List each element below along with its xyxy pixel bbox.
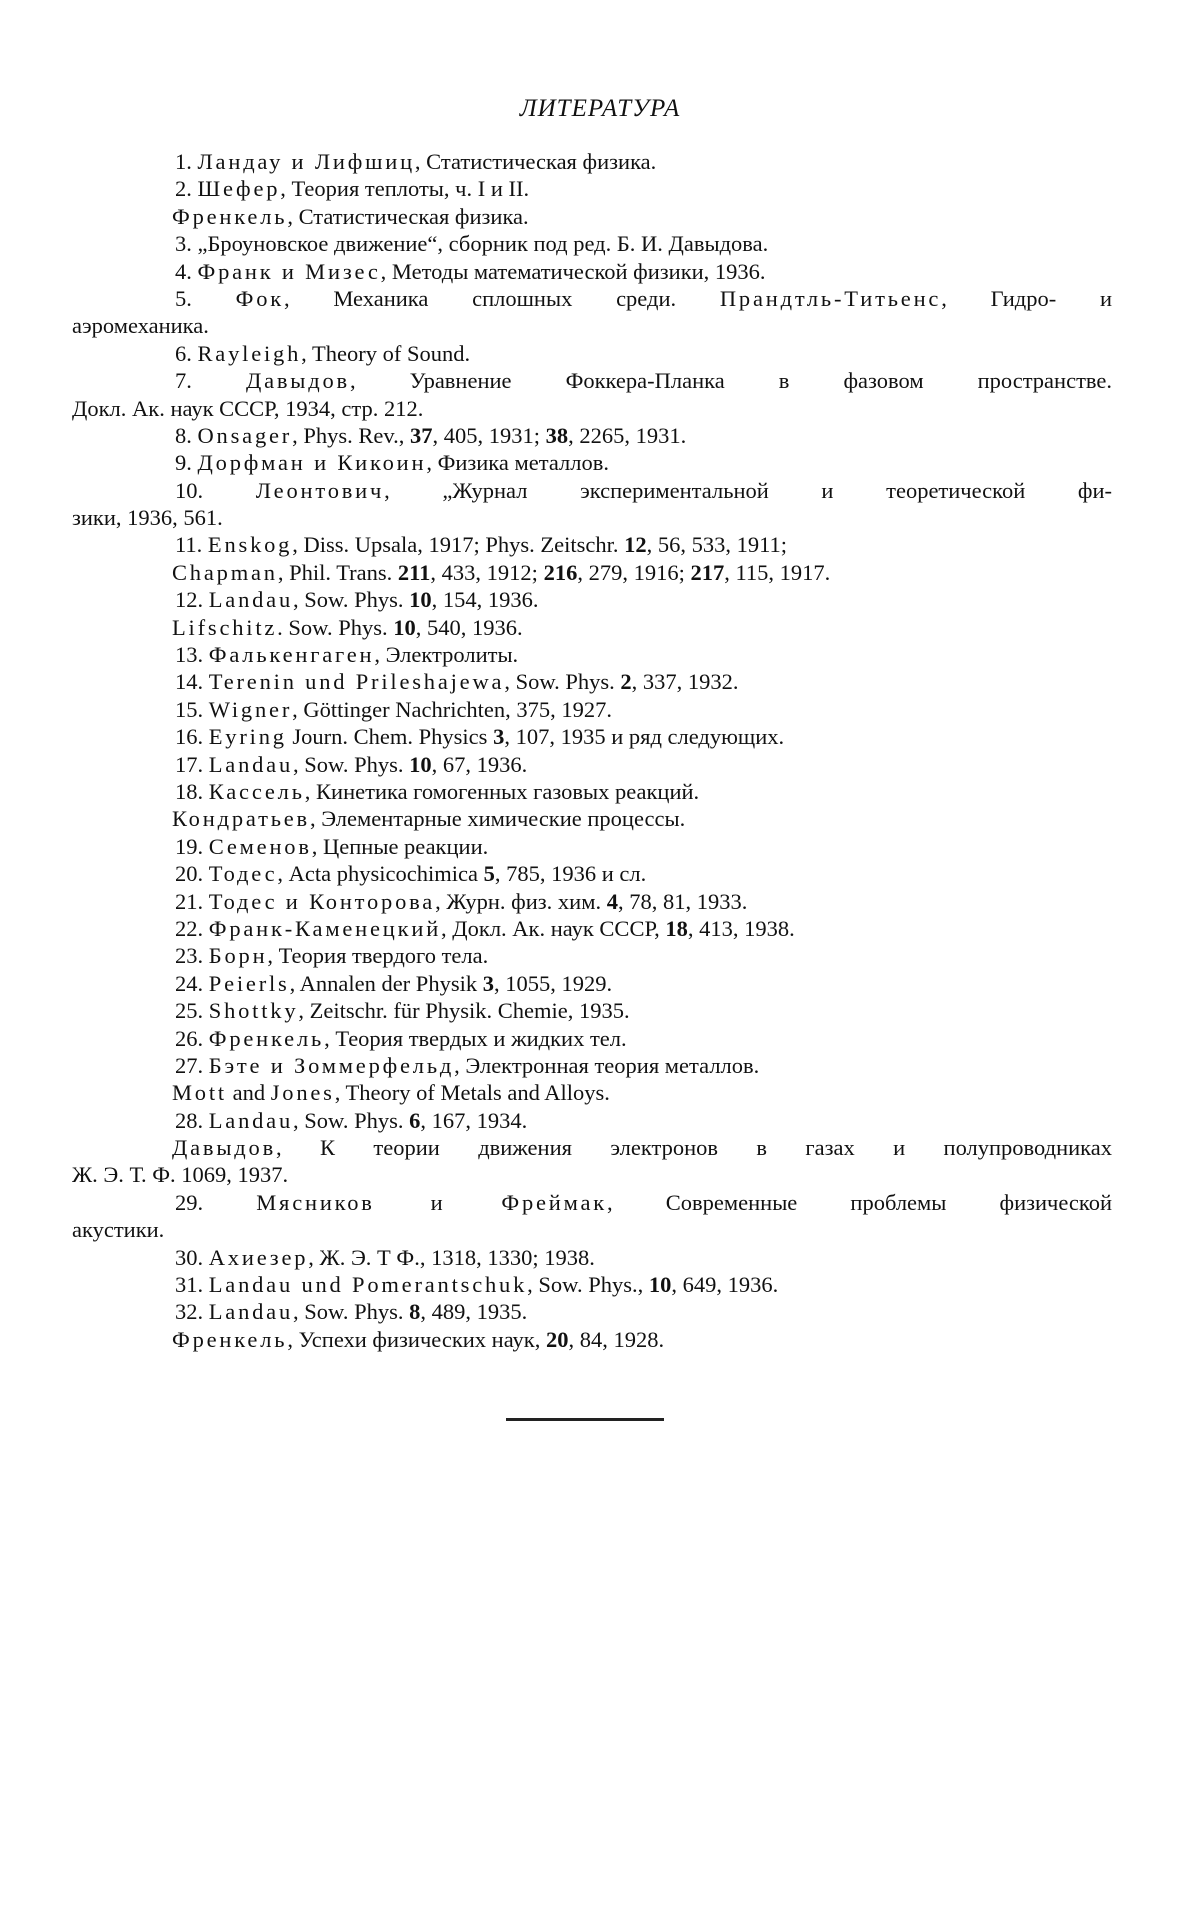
reference-line (72, 340, 1112, 367)
reference-text: , Статистическая физика. (414, 149, 657, 174)
volume-number: 10 (409, 587, 432, 613)
reference-text: , Гидро- и (941, 285, 1112, 311)
volume-number: 12 (624, 532, 647, 558)
reference-line (72, 230, 1112, 257)
author-name: Франк и Мизес (197, 258, 381, 284)
author-name: Бэте и Зоммерфельд (208, 1052, 455, 1078)
reference-line (72, 1271, 1112, 1298)
author-name: Тодес и Конторова (208, 888, 436, 914)
reference-line (72, 1161, 1112, 1188)
reference-text: , Теория теплоты, ч. I и II. (280, 176, 530, 202)
author-name: Landau (208, 1107, 294, 1133)
volume-number: 211 (397, 559, 431, 585)
reference-text: 6. (175, 340, 198, 366)
reference-text: , Ж. Э. Т Ф., 1318, 1330; 1938. (308, 1244, 595, 1270)
reference-text: 20. (175, 861, 209, 887)
reference-line (72, 449, 1112, 476)
author-name: Mott (172, 1080, 227, 1106)
author-name: Семенов (208, 833, 312, 859)
reference-text: , 1055, 1929. (493, 970, 613, 996)
reference-line (72, 1025, 1112, 1052)
reference-text: , Sow. Phys. (293, 587, 410, 613)
reference-text: 4. (175, 258, 198, 284)
volume-number: 5 (483, 861, 495, 887)
author-name: Кассель (208, 778, 305, 804)
volume-number: 216 (543, 559, 578, 585)
reference-text: 24. (175, 970, 209, 996)
reference-line (72, 258, 1112, 285)
volume-number: 4 (606, 888, 618, 914)
volume-number: 2 (620, 669, 632, 695)
reference-line (72, 1244, 1112, 1271)
reference-line (72, 1298, 1112, 1325)
reference-text: 32. (175, 1299, 209, 1325)
reference-line (72, 970, 1112, 997)
reference-text: , 115, 1917. (724, 559, 831, 585)
reference-text: , 154, 1936. (431, 587, 539, 613)
reference-text: 26. (175, 1025, 209, 1051)
reference-list (72, 148, 1112, 1353)
author-name: Борн (208, 943, 268, 969)
reference-line (72, 997, 1112, 1024)
author-name: Дорфман и Кикоин (197, 450, 427, 476)
reference-text: , Theory of Metals and Alloys. (334, 1080, 610, 1106)
reference-text: , „Журнал экспериментальной и теоретической фи- (384, 477, 1112, 503)
reference-line (72, 614, 1112, 641)
reference-text: , Теория твердых и жидких тел. (324, 1025, 627, 1051)
author-name: Jones (270, 1080, 335, 1106)
reference-text: 2. (175, 176, 198, 202)
reference-line (72, 668, 1112, 695)
reference-text: , Методы математической физики, 1936. (380, 258, 766, 284)
reference-text: , Журн. физ. хим. (435, 888, 607, 914)
reference-text: Докл. Ак. наук СССР, 1934, стр. 212. (72, 395, 424, 421)
author-name: Френкель (208, 1025, 325, 1051)
reference-text: , Phys. Rev., (292, 422, 411, 448)
reference-text: 18. (175, 778, 209, 804)
reference-line (72, 477, 1112, 504)
author-name: Rayleigh (197, 340, 302, 366)
reference-line (72, 1079, 1112, 1106)
reference-text: 9. (175, 450, 198, 476)
page-title: ЛИТЕРАТУРА (519, 95, 681, 122)
reference-text: Journ. Chem. Physics (286, 724, 494, 750)
author-name: Landau (208, 1299, 294, 1325)
reference-text: 25. (175, 998, 209, 1024)
reference-text: , Успехи физических наук, (287, 1326, 546, 1352)
reference-text: , Статистическая физика. (287, 203, 529, 229)
author-name: Peierls (208, 970, 290, 996)
author-name: Френкель (172, 1326, 288, 1352)
volume-number: 20 (546, 1326, 569, 1352)
reference-line (72, 778, 1112, 805)
reference-text: , Современные проблемы физической (607, 1189, 1112, 1215)
reference-text: 23. (175, 943, 209, 969)
reference-line (72, 586, 1112, 613)
author-name: Шефер (197, 176, 281, 202)
reference-line (72, 1134, 1112, 1161)
reference-line (72, 395, 1112, 422)
reference-line (72, 751, 1112, 778)
author-name: Landau und Pomerantschuk (208, 1272, 528, 1298)
reference-text: 28. (175, 1107, 209, 1133)
reference-text: 27. (175, 1052, 209, 1078)
author-name: Франк-Каменецкий (208, 915, 442, 941)
reference-text: 8. (175, 422, 198, 448)
volume-number: 3 (482, 970, 494, 996)
author-name: Фок (235, 285, 284, 311)
reference-line (72, 1107, 1112, 1134)
reference-text: , 167, 1934. (420, 1107, 528, 1133)
author-name: Eyring (208, 724, 287, 750)
author-name: Onsager (197, 422, 293, 448)
reference-text: Ж. Э. Т. Ф. 1069, 1937. (72, 1162, 289, 1188)
author-name: Enskog (207, 532, 293, 558)
volume-number: 3 (493, 724, 505, 750)
reference-line (72, 942, 1112, 969)
reference-text: , Элементарные химические процессы. (309, 806, 686, 832)
reference-text: , Физика металлов. (426, 450, 609, 476)
reference-text: , Göttinger Nachrichten, 375, 1927. (292, 696, 613, 722)
reference-line (72, 1216, 1112, 1243)
reference-line (72, 559, 1112, 586)
author-name: Френкель (172, 203, 288, 229)
reference-text: , 785, 1936 и сл. (494, 861, 647, 887)
reference-line (72, 504, 1112, 531)
reference-line (72, 641, 1112, 668)
reference-text: , 337, 1932. (631, 669, 739, 695)
reference-line (72, 367, 1112, 394)
author-name: Shottky (208, 998, 299, 1024)
author-name: Фалькенгаген (208, 642, 375, 668)
author-name: Chapman (172, 559, 278, 585)
volume-number: 217 (690, 559, 725, 585)
volume-number: 6 (409, 1107, 421, 1133)
reference-text: 1. (175, 149, 198, 174)
reference-text: 30. (175, 1244, 209, 1270)
reference-line (72, 833, 1112, 860)
reference-line (72, 1326, 1112, 1353)
reference-text: 16. (175, 724, 209, 750)
reference-text: 13. (175, 642, 209, 668)
reference-text: , 405, 1931; (432, 422, 546, 448)
reference-line (72, 285, 1112, 312)
reference-text: , Электролиты. (374, 642, 519, 668)
author-name: Тодес (208, 861, 278, 887)
reference-text: , Sow. Phys., (527, 1272, 649, 1298)
author-name: Lifschitz (172, 614, 278, 640)
reference-line (72, 203, 1112, 230)
volume-number: 8 (409, 1299, 421, 1325)
reference-line (72, 148, 1112, 175)
reference-text: , 649, 1936. (671, 1272, 779, 1298)
reference-text: , К теории движения электронов в газах и полупроводниках (276, 1135, 1112, 1161)
reference-text: акустики. (72, 1217, 165, 1243)
reference-text: , 2265, 1931. (568, 422, 687, 448)
reference-text: , Diss. Upsala, 1917; Phys. Zeitschr. (292, 532, 625, 558)
author-name: Мясников и Фреймак (256, 1189, 608, 1215)
reference-text: , Theory of Sound. (301, 340, 471, 366)
reference-line (72, 696, 1112, 723)
reference-line (72, 175, 1112, 202)
reference-text: , 489, 1935. (420, 1299, 528, 1325)
author-name: Ахиезер (208, 1244, 309, 1270)
reference-text: , 107, 1935 и ряд следующих. (504, 724, 785, 750)
reference-line (72, 860, 1112, 887)
author-name: Кондратьев (172, 806, 310, 832)
reference-text: , Электронная теория металлов. (454, 1052, 760, 1078)
reference-line (72, 1052, 1112, 1079)
reference-text: , Sow. Phys. (293, 1299, 410, 1325)
reference-line (72, 531, 1112, 558)
reference-text: , Теория твердого тела. (267, 943, 489, 969)
reference-text: 11. (175, 532, 208, 558)
author-name: Леонтович (255, 477, 385, 503)
reference-text: , Zeitschr. für Physik. Chemie, 1935. (298, 998, 630, 1024)
reference-text: , Механика сплошных среди. (283, 285, 720, 311)
reference-text: зики, 1936, 561. (72, 505, 223, 531)
reference-text: 17. (175, 751, 209, 777)
author-name: Landau (208, 751, 294, 777)
reference-text: 19. (175, 833, 209, 859)
reference-text: , Sow. Phys. (293, 751, 410, 777)
reference-line (72, 422, 1112, 449)
author-name: Давыдов (245, 368, 350, 394)
reference-text: 5. (175, 285, 236, 311)
author-name: Landau (208, 587, 294, 613)
reference-line (72, 723, 1112, 750)
reference-line (72, 312, 1112, 339)
author-name: Давыдов (172, 1135, 276, 1161)
reference-text: 15. (175, 696, 209, 722)
reference-text: , 279, 1916; (577, 559, 691, 585)
reference-text: , Sow. Phys. (504, 669, 621, 695)
volume-number: 37 (410, 422, 433, 448)
reference-text: аэромеханика. (72, 313, 209, 339)
reference-text: 7. (175, 368, 246, 394)
closing-rule (506, 1418, 664, 1421)
reference-text: 12. (175, 587, 209, 613)
author-name: Ландау и Лифшиц (197, 149, 415, 174)
reference-text: , 67, 1936. (431, 751, 528, 777)
reference-text: 10. (175, 477, 256, 503)
volume-number: 10 (648, 1272, 672, 1298)
reference-text: , 78, 81, 1933. (617, 888, 748, 914)
reference-text: 29. (175, 1189, 257, 1215)
reference-text: 14. (175, 669, 209, 695)
reference-text: , 56, 533, 1911; (646, 532, 788, 558)
volume-number: 10 (409, 751, 432, 777)
volume-number: 18 (665, 915, 688, 941)
reference-text: 31. (175, 1272, 209, 1298)
reference-text: , 540, 1936. (415, 614, 523, 640)
reference-text: , Кинетика гомогенных газовых реакций. (304, 778, 700, 804)
reference-text: 22. (175, 915, 209, 941)
reference-line (72, 805, 1112, 832)
reference-text: . Sow. Phys. (277, 614, 394, 640)
reference-line (72, 915, 1112, 942)
volume-number: 38 (545, 422, 569, 448)
volume-number: 10 (393, 614, 416, 640)
reference-line (72, 888, 1112, 915)
reference-text: , 433, 1912; (430, 559, 544, 585)
reference-text: , Annalen der Physik (289, 970, 483, 996)
author-name: Прандтль-Титьенс (719, 285, 942, 311)
reference-text: , Acta physicochimica (277, 861, 484, 887)
reference-text: , 84, 1928. (568, 1326, 665, 1352)
reference-text: 3. „Броуновское движение“, сборник под ред. Б. И. Давыдова. (175, 231, 769, 257)
reference-text: , Phil. Trans. (277, 559, 398, 585)
reference-text: , Уравнение Фоккера-Планка в фазовом пространстве. (349, 368, 1113, 394)
reference-text: , Sow. Phys. (293, 1107, 410, 1133)
reference-text: 21. (175, 888, 209, 914)
reference-text: , 413, 1938. (687, 915, 795, 941)
author-name: Wigner (208, 696, 293, 722)
reference-text: and (226, 1080, 271, 1106)
reference-text: , Цепные реакции. (311, 833, 489, 859)
author-name: Terenin und Prileshajewa (208, 669, 505, 695)
reference-line (72, 1189, 1112, 1216)
reference-text: , Докл. Ак. наук СССР, (441, 915, 666, 941)
